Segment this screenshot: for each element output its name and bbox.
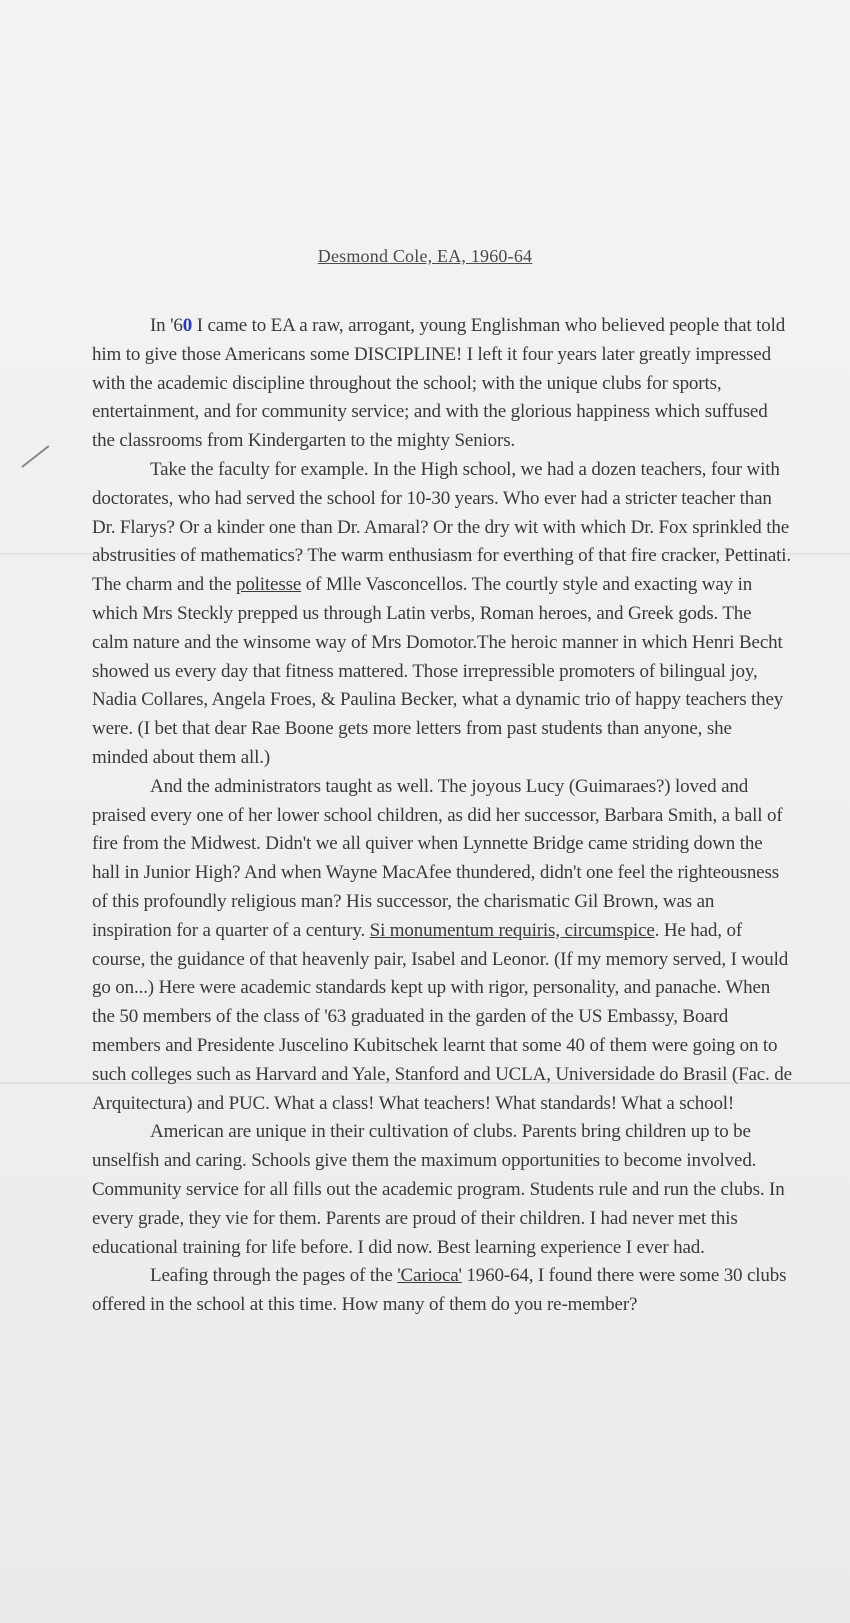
text-run: And the administrators taught as well. The joyous Lucy (Guimaraes?) loved and praised every one of her lower school children, as did her successor, Barbara Smith, a ball of fire from the Midwest. Didn't we all quiver when Lynnette Bridge came striding down the hall in Junior High? And when Wayne MacAfee thundered, didn't one feel the righteousness of this profoundly religious man? His successor, the charismatic Gil Brown, was an inspiration for a quarter of a century. <box>92 775 783 941</box>
handwritten-correction: 0 <box>182 315 193 336</box>
letter-body <box>92 312 792 1320</box>
paragraph-faculty <box>92 456 792 773</box>
text-run: In '6 <box>150 315 183 336</box>
pen-margin-mark <box>21 445 49 468</box>
text-run: of Mlle Vasconcellos. The courtly style and exacting way in which Mrs Steckly prepped us through Latin verbs, Roman heroes, and Greek gods. The calm nature and the winsome way of Mrs Domotor.The heroic manner in which Henri Becht showed us every day that fitness mattered. Those irrepressible promoters of bilingual joy, Nadia Collares, Angela Froes, & Paulina Becker, what a dynamic trio of happy teachers they were. (I bet that dear Rae Boone gets more letters from past students than anyone, she minded about them all.) <box>92 574 784 768</box>
underlined-quote: Si monumentum requiris, circumspice <box>369 919 655 941</box>
text-run: . He had, of course, the guidance of that heavenly pair, Isabel and Leonor. (If my memory served, I would go on...) Here were academic standards kept up with rigor, personality, and panache. When the 50 members of the class of '63 graduated in the garden of the US Embassy, Board members and Presidente Juscelino Kubitschek learnt that some 40 of them were going on to such colleges such as Harvard and Yale, Stanford and UCLA, Universidade do Brasil (Fac. de Arquitectura) and PUC. What a class! What teachers! What standards! What a school! <box>92 919 792 1114</box>
underlined-yearbook-title: 'Carioca' <box>397 1265 462 1287</box>
paragraph-clubs: American are unique in their cultivation of clubs. Parents bring children up to be unselfish and caring. Schools give them the maximum opportunities to become involved. Community service for all fills out the academic program. Students rule and run the clubs. In every grade, they vie for them. Parents are proud of their children. I had never met this educational training for life before. I did now. Best learning experience I ever had. <box>92 1121 785 1258</box>
text-run: I came to EA a raw, arrogant, young Englishman who believed people that told him to give those Americans some DISCIPLINE! I left it four years later greatly impressed with the academic discipline throughout the school; with the unique clubs for sports, entertainment, and for community service; and with the glorious happiness which suffused the classrooms from Kindergarten to the mighty Seniors. <box>92 315 786 452</box>
text-run: Take the faculty for example. In the High school, we had a dozen teachers, four with doctorates, who had served the school for 10-30 years. Who ever had a stricter teacher than Dr. Flarys? Or a kinder one than Dr. Amaral? Or the dry wit with which Dr. Fox sprinkled the abstrusities of mathematics? The warm enthusiasm for everthing of that fire cracker, Pettinati. The charm and the <box>92 458 792 596</box>
text-run: Leafing through the pages of the <box>150 1265 398 1287</box>
paragraph-carioca <box>92 1262 792 1320</box>
paragraph-administrators <box>92 773 792 1119</box>
underlined-word: politesse <box>235 574 302 596</box>
paragraph-intro <box>92 312 792 456</box>
text-run: 1960-64, I found there were some 30 clubs offered in the school at this time. How many of them do you re-member? <box>92 1265 787 1316</box>
letter-title: Desmond Cole, EA, 1960-64 <box>317 246 533 266</box>
